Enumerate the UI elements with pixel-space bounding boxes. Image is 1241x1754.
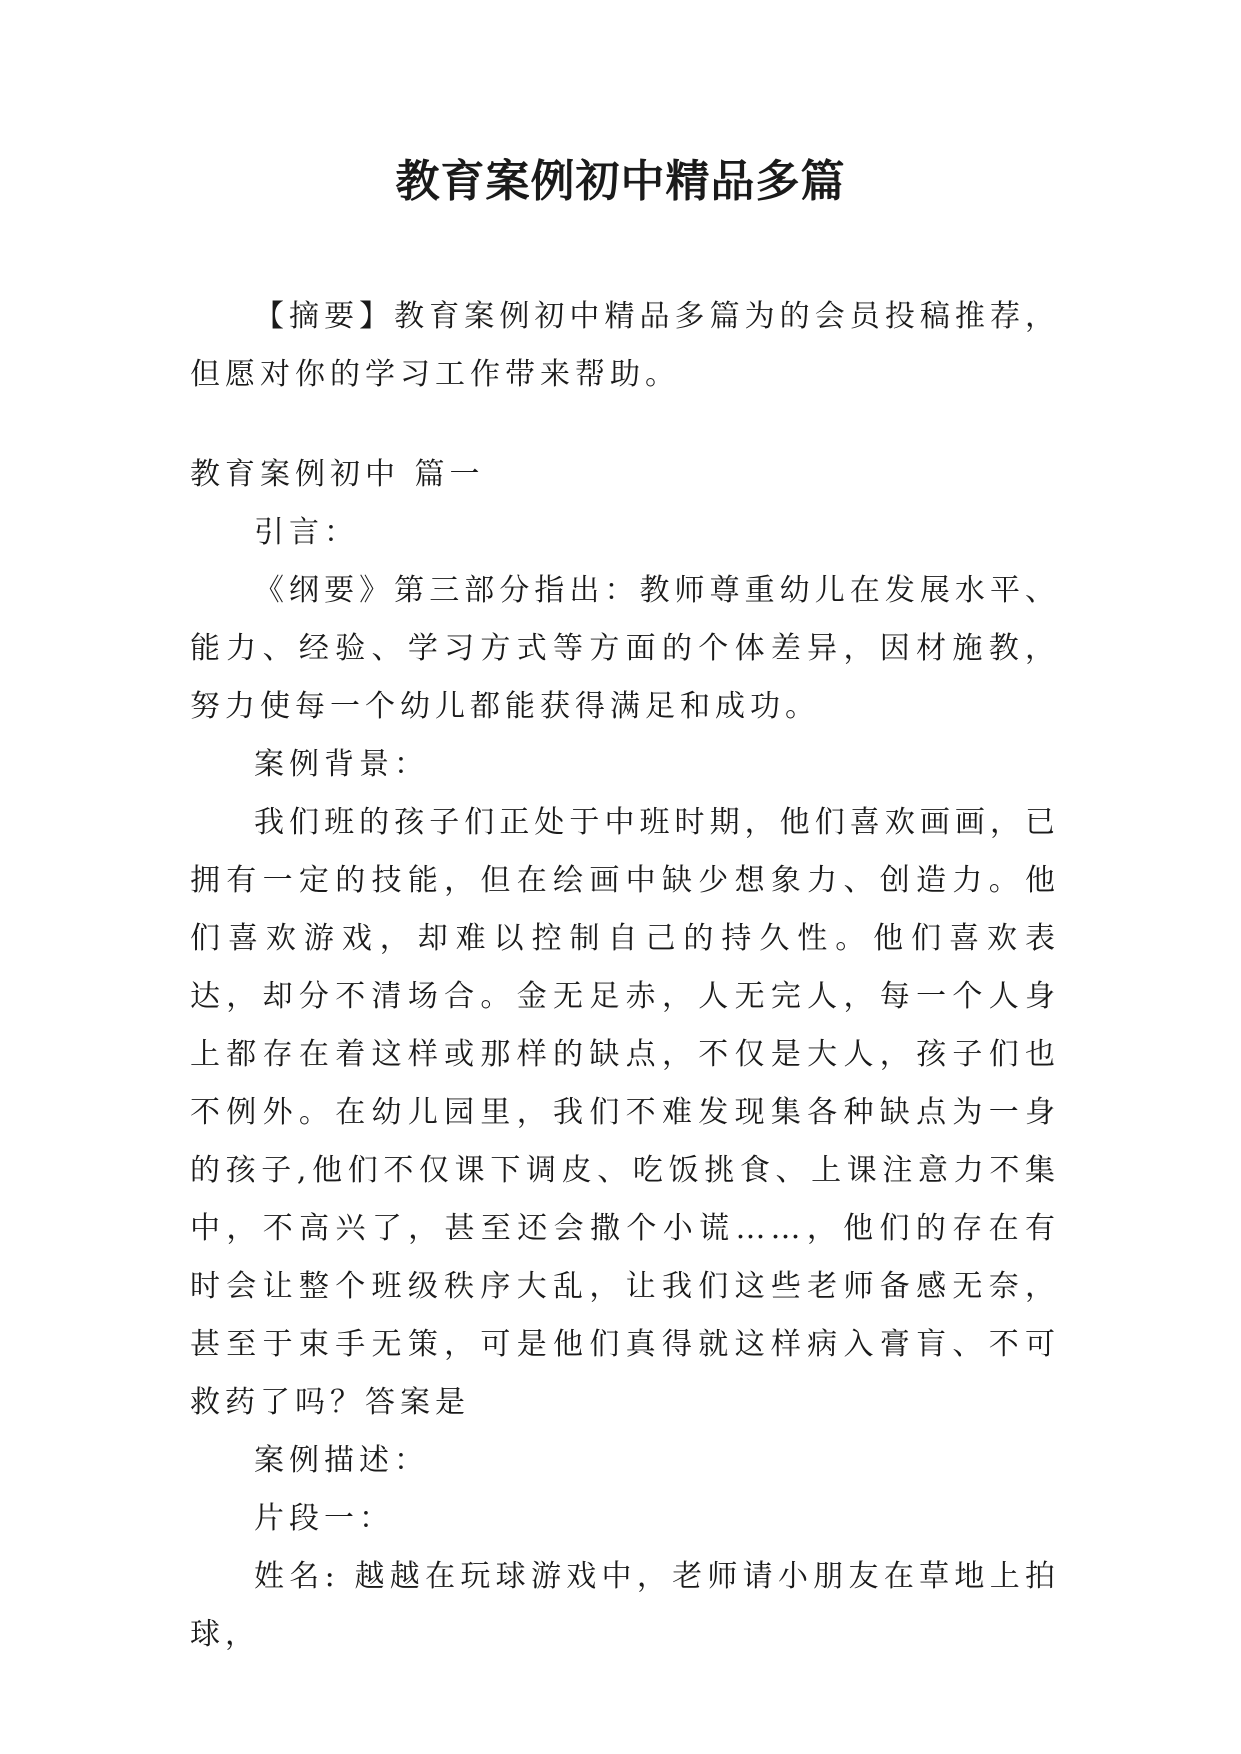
paragraph-fragment-text: 姓名: 越越在玩球游戏中，老师请小朋友在草地上拍球， (190, 1559, 1060, 1652)
paragraph-description-label: 案例描述： (254, 1443, 429, 1478)
document-title: 教育案例初中精品多篇 (395, 156, 846, 207)
paragraph-background-text: 我们班的孩子们正处于中班时期，他们喜欢画画，已拥有一定的技能，但在绘画中缺少想象力、创造力。他们喜欢游戏，却难以控制自己的持久性。他们喜欢表达，却分不清场合。金无足赤，人无完人，每一个人身上都存在着这样或那样的缺点，不仅是大人，孩子们也不例外。在幼儿园里，我们不难发现集各种缺点为一身的孩子,他们不仅课下调皮、吃饭挑食、上课注意力不集中，不高兴了，甚至还会撒个小谎……，他们的存在有时会让整个班级秩序大乱，让我们这些老师备感无奈，甚至于束手无策，可是他们真得就这样病入膏肓、不可救药了吗？答案是 (190, 805, 1060, 1420)
paragraph-fragment-label: 片段一： (254, 1501, 394, 1536)
abstract-paragraph: 【摘要】教育案例初中精品多篇为的会员投稿推荐，但愿对你的学习工作带来帮助。 (190, 299, 1060, 392)
paragraph-intro-label: 引言： (254, 515, 359, 550)
spacer (190, 404, 1060, 446)
paragraph-background-label: 案例背景： (254, 747, 429, 782)
document-body (190, 288, 1060, 1664)
section-heading: 教育案例初中 篇一 (190, 457, 485, 492)
paragraph-outline-quote: 《纲要》第三部分指出：教师尊重幼儿在发展水平、能力、经验、学习方式等方面的个体差异，因材施教，努力使每一个幼儿都能获得满足和成功。 (190, 573, 1060, 724)
